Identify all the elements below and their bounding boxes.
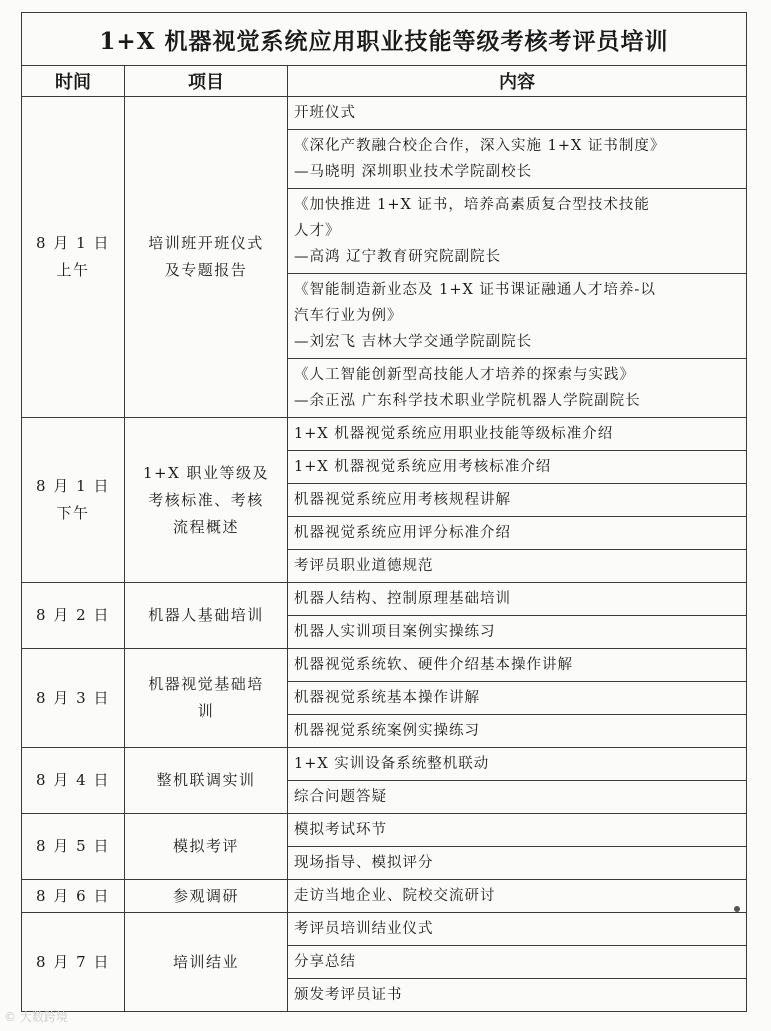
table-row: [22, 97, 747, 130]
session-project-line: 机器视觉基础培: [148, 675, 264, 693]
session-time-line: 8 月 5 日: [36, 837, 110, 855]
table-row: [22, 583, 747, 616]
content-line: 《人工智能创新型高技能人才培养的探索与实践》: [294, 367, 635, 383]
scan-dot: [734, 906, 740, 912]
table-row: [22, 814, 747, 847]
content-line: 机器视觉系统基本操作讲解: [294, 690, 480, 706]
table-row: [22, 748, 747, 781]
content-line: 1+X 机器视觉系统应用职业技能等级标准介绍: [294, 426, 614, 442]
content-line: 《深化产教融合校企合作，深入实施 1+X 证书制度》: [294, 138, 666, 154]
content-line: 机器人实训项目案例实操练习: [294, 624, 496, 640]
session-time: [22, 748, 125, 814]
content-line: 机器视觉系统应用评分标准介绍: [294, 525, 511, 541]
content-line: 汽车行业为例》: [294, 308, 403, 324]
session-content-item: [288, 359, 747, 418]
content-line: 1+X 机器视觉系统应用考核标准介绍: [294, 459, 552, 475]
session-time-line: 8 月 3 日: [36, 688, 110, 707]
session-project-line: 模拟考评: [172, 837, 239, 855]
content-line: 机器人结构、控制原理基础培训: [294, 591, 511, 607]
session-content-item: [288, 946, 747, 979]
session-content-item: [288, 616, 747, 649]
content-line: 开班仪式: [294, 105, 356, 121]
session-project: [125, 583, 288, 649]
session-time: [22, 880, 125, 913]
session-project: [125, 649, 288, 748]
content-line: 《智能制造新业态及 1+X 证书课证融通人才培养-以: [294, 282, 656, 298]
table-row: [22, 880, 747, 913]
table-row: [22, 649, 747, 682]
session-project: [125, 97, 288, 418]
session-content-item: [288, 682, 747, 715]
session-time-line: 上午: [56, 261, 90, 279]
session-project-line: 培训结业: [172, 952, 239, 971]
session-time: [22, 583, 125, 649]
session-project-line: 1+X 职业等级及: [142, 463, 270, 482]
content-line: 人才》: [294, 223, 341, 239]
content-line: 分享总结: [294, 954, 356, 970]
table-row: [22, 418, 747, 451]
session-project-line: 参观调研: [172, 886, 239, 905]
content-line: —刘宏飞 吉林大学交通学院副院长: [294, 334, 533, 350]
session-content-item: [288, 814, 747, 847]
session-content-item: [288, 550, 747, 583]
page-title: 1+X 机器视觉系统应用职业技能等级考核考评员培训: [22, 13, 747, 66]
session-time: [22, 418, 125, 583]
session-content-item: [288, 451, 747, 484]
session-content-item: [288, 484, 747, 517]
session-project-line: 整机联调实训: [156, 771, 256, 789]
session-project: [125, 814, 288, 880]
content-line: 颁发考评员证书: [294, 987, 403, 1003]
content-line: 1+X 实训设备系统整机联动: [294, 756, 490, 772]
content-line: —高鸿 辽宁教育研究院副院长: [294, 249, 502, 265]
session-content-item: [288, 130, 747, 189]
session-time: [22, 913, 125, 1012]
content-line: 模拟考试环节: [294, 822, 387, 838]
content-line: 机器视觉系统应用考核规程讲解: [294, 492, 511, 508]
session-time-line: 8 月 1 日: [36, 234, 110, 252]
session-project-line: 流程概述: [172, 517, 239, 536]
content-line: 机器视觉系统案例实操练习: [294, 723, 480, 739]
session-project-line: 机器人基础培训: [148, 606, 264, 624]
column-header-project: 项目: [125, 66, 288, 97]
schedule-body: [22, 97, 747, 1012]
table-row: [22, 913, 747, 946]
session-time-line: 下午: [56, 504, 90, 522]
session-content-item: [288, 880, 747, 913]
session-time-line: 8 月 1 日: [36, 477, 110, 495]
session-time-line: 8 月 4 日: [36, 771, 110, 789]
content-line: —余正泓 广东科学技术职业学院机器人学院副院长: [294, 393, 641, 409]
session-project: [125, 748, 288, 814]
session-content-item: [288, 979, 747, 1012]
session-content-item: [288, 913, 747, 946]
session-content-item: [288, 715, 747, 748]
session-time: [22, 649, 125, 748]
session-content-item: [288, 189, 747, 274]
session-project: [125, 880, 288, 913]
content-line: 考评员职业道德规范: [294, 558, 434, 574]
content-line: 考评员培训结业仪式: [294, 921, 434, 937]
content-line: 机器视觉系统软、硬件介绍基本操作讲解: [294, 657, 573, 673]
content-line: —马晓明 深圳职业技术学院副校长: [294, 164, 533, 180]
content-line: 综合问题答疑: [294, 789, 387, 805]
session-content-item: [288, 274, 747, 359]
session-project-line: 考核标准、考核: [148, 490, 264, 509]
content-line: 走访当地企业、院校交流研讨: [294, 888, 496, 904]
content-line: 《加快推进 1+X 证书，培养高素质复合型技术技能: [294, 197, 650, 213]
session-project-line: 训: [197, 702, 215, 720]
session-time: [22, 97, 125, 418]
column-header-content: 内容: [288, 66, 747, 97]
session-content-item: [288, 97, 747, 130]
session-project-line: 及专题报告: [164, 261, 248, 279]
session-project-line: 培训班开班仪式: [148, 234, 264, 252]
session-time-line: 8 月 6 日: [36, 886, 110, 905]
session-content-item: [288, 847, 747, 880]
watermark: © 大数跨境: [4, 1010, 68, 1024]
session-project: [125, 913, 288, 1012]
session-project: [125, 418, 288, 583]
content-line: 现场指导、模拟评分: [294, 855, 434, 871]
session-content-item: [288, 748, 747, 781]
session-time: [22, 814, 125, 880]
column-header-time: 时间: [22, 66, 125, 97]
session-content-item: [288, 418, 747, 451]
session-content-item: [288, 649, 747, 682]
session-content-item: [288, 583, 747, 616]
session-content-item: [288, 781, 747, 814]
session-time-line: 8 月 2 日: [36, 606, 110, 624]
schedule-table: [21, 12, 747, 1012]
session-content-item: [288, 517, 747, 550]
session-time-line: 8 月 7 日: [36, 952, 110, 971]
